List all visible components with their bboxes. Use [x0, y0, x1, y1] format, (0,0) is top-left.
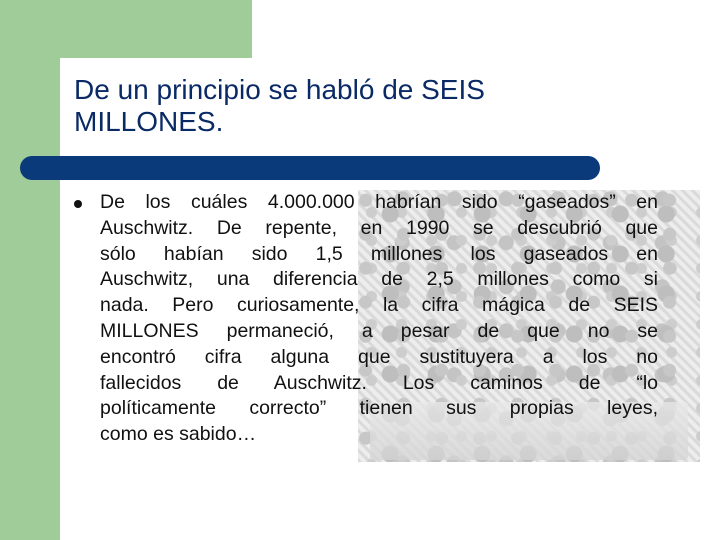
slide-title-line: De un principio se habló de SEIS: [74, 74, 485, 105]
green-top-band: [60, 0, 252, 58]
title-divider-bar: [20, 156, 600, 180]
bullet-paragraph: [100, 190, 658, 448]
bullet-text-line: MILLONES permaneció, a pesar de que no se: [100, 319, 658, 342]
bullet-text-line: Auschwitz, una diferencia de 2,5 millones como si: [100, 268, 658, 291]
bullet-text-line: nada. Pero curiosamente, la cifra mágica de SEIS: [100, 294, 658, 317]
bullet-text-line: sólo habían sido 1,5 millones los gaseados en: [100, 242, 658, 265]
bullet-text-line: De los cuáles 4.000.000 habrían sido “gaseados” en: [100, 191, 658, 213]
slide-title-line: MILLONES.: [74, 106, 224, 137]
bullet-text-line: como es sabido…: [100, 423, 257, 446]
bullet-text-line: fallecidos de Auschwitz. Los caminos de “lo: [100, 371, 658, 394]
slide-title: [74, 74, 674, 138]
bullet-text-line: políticamente correcto” tienen sus propias leyes,: [100, 397, 658, 420]
green-side-band: [0, 0, 60, 540]
bullet-icon: [74, 200, 82, 208]
bullet-text-line: Auschwitz. De repente, en 1990 se descubrió que: [100, 216, 658, 239]
bullet-text-line: encontró cifra alguna que sustituyera a los no: [100, 345, 658, 368]
